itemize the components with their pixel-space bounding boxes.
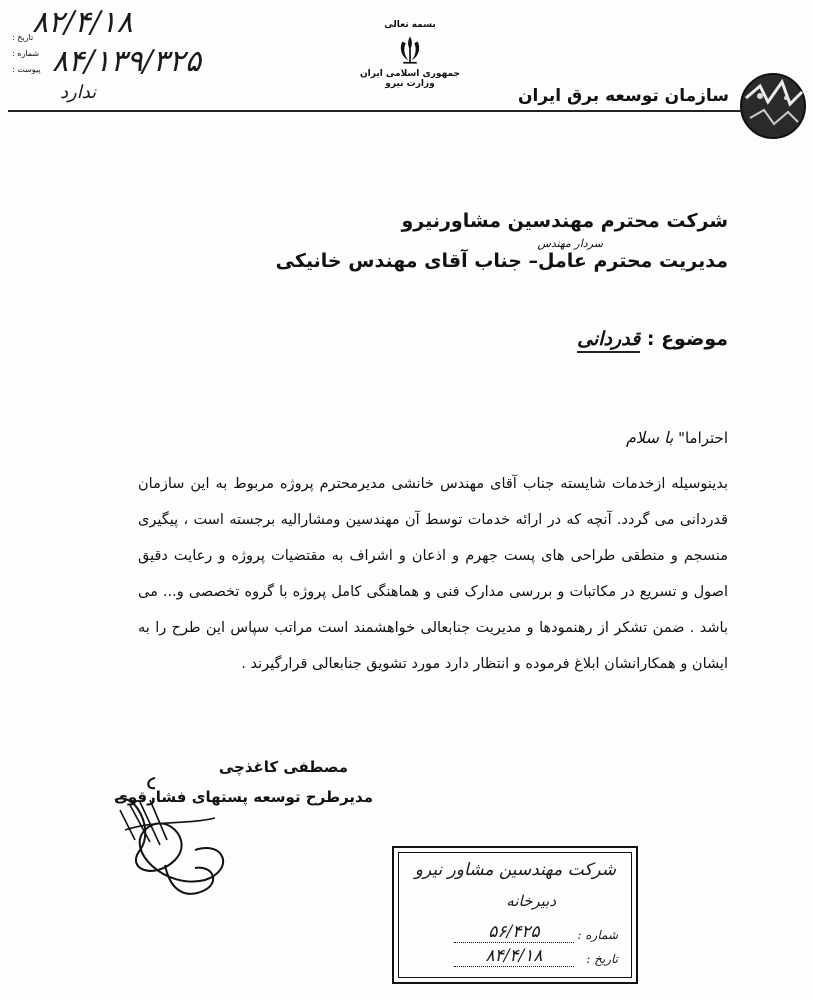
signatory-name: مصطفی کاغذچی: [218, 758, 348, 776]
organization-name: سازمان توسعه برق ایران: [517, 86, 729, 106]
republic-name: جمهوری اسلامی ایران: [359, 69, 461, 79]
header-divider: [8, 110, 746, 112]
basmala: بسمه تعالی: [384, 20, 436, 30]
recipient-company: شرکت محترم مهندسین مشاورنیرو: [401, 210, 728, 232]
handwritten-signature: [95, 770, 245, 910]
number-label: : شماره: [12, 49, 40, 58]
recipient-manager: مدیریت محترم عامل– جناب آقای مهندس خانیکی: [275, 250, 728, 272]
stamp-number-label: شماره :: [577, 928, 618, 942]
greeting-text: احتراما": [678, 429, 728, 447]
date-label: : تاریخ: [12, 33, 34, 42]
subject-value: قدردانی: [577, 328, 640, 353]
handwritten-recipient-note: سردار مهندس: [537, 237, 603, 250]
handwritten-number: ۸۴/۱۳۹/۳۲۵: [52, 44, 202, 79]
stamp-number-value: ۵۶/۴۲۵: [454, 922, 574, 943]
subject-line: [577, 328, 728, 350]
stamp-date-value: ۸۴/۴/۱۸: [454, 946, 574, 967]
stamp-company: شرکت مهندسین مشاور نیرو: [414, 860, 616, 880]
stamp-date-label: تاریخ :: [586, 952, 618, 966]
attachment-label: : پیوست: [12, 65, 41, 74]
handwritten-date: ۸۲/۴/۱۸: [32, 5, 133, 40]
letter-body: بدینوسیله ازخدمات شایسته جناب آقای مهندس خانشی مدیرمحترم پروژه مربوط به این سازمان قدردانی می گردد. آنچه که در ارائه خدمات توسط آن مهندسین ومشاراليه برجسته است ، پیگیری منسجم و منطقی طراحی های پست جهرم و اذعان و اشراف به مقتضیات پروژه و رعایت دقیق اصول و تسریع در مکاتبات و بررسی مدارک فنی و هماهنگی کامل پروژه با گروه تخصصی و... می باشد . ضمن تشکر از رهنمودها و مدیریت جنابعالی خواهشمند است مراتب سپاس این طرح را به ایشان و همکارانشان ابلاغ فرموده و انتظار دارد مورد تشویق جنابعالی قرارگیرند .: [138, 476, 728, 672]
stamp-department: دبیرخانه: [506, 892, 556, 910]
greeting-handwritten: با سلام: [626, 428, 674, 447]
secretariat-stamp: [392, 846, 638, 984]
ministry-name: وزارت نیرو: [385, 79, 435, 89]
signatory-title: مدیرطرح توسعه پستهای فشارقوی: [114, 788, 373, 806]
subject-label: موضوع :: [646, 328, 728, 350]
iran-emblem-icon: [393, 33, 427, 67]
handwritten-attachment: ندارد: [60, 82, 97, 103]
greeting: [626, 428, 728, 447]
organization-logo-icon: [738, 68, 808, 143]
ministry-emblem-block: [340, 20, 480, 89]
